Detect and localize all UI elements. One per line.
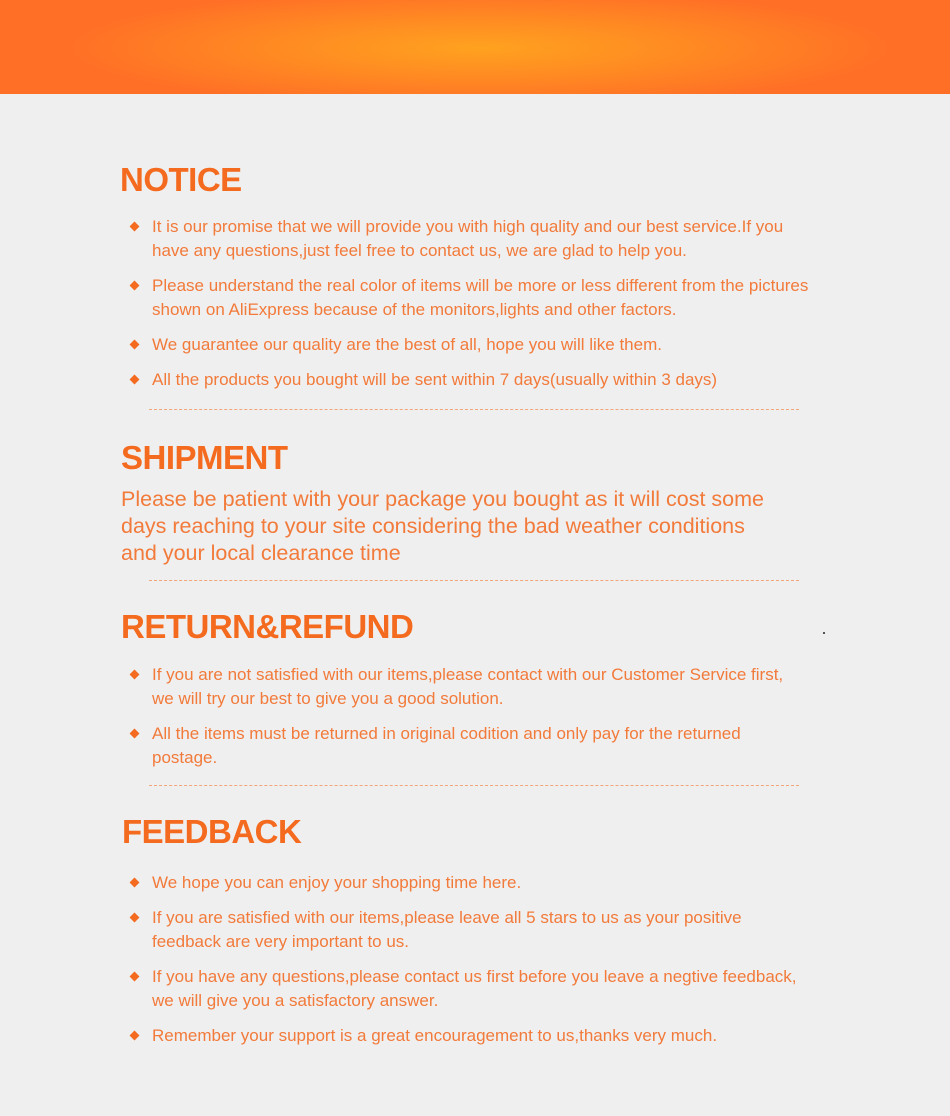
feedback-item-text: Remember your support is a great encouragement to us,thanks very much.: [152, 1026, 718, 1045]
notice-item-text: Please understand the real color of items will be more or less different from the pictures shown on AliExpress because of the monitors,lights and other factors.: [152, 276, 809, 319]
diamond-bullet-icon: [130, 670, 140, 680]
list-item: [129, 663, 809, 711]
list-item: [129, 215, 809, 263]
list-item: [129, 1024, 809, 1048]
top-banner: [0, 0, 950, 94]
list-item: [129, 274, 809, 322]
diamond-bullet-icon: [130, 281, 140, 291]
section-divider: [149, 580, 799, 581]
list-item: [129, 368, 809, 392]
feedback-item-text: We hope you can enjoy your shopping time here.: [152, 873, 522, 892]
diamond-bullet-icon: [130, 729, 140, 739]
list-item: [129, 965, 809, 1013]
list-item: [129, 333, 809, 357]
diamond-bullet-icon: [130, 340, 140, 350]
diamond-bullet-icon: [130, 972, 140, 982]
diamond-bullet-icon: [130, 1031, 140, 1041]
return-refund-title: RETURN&REFUND: [121, 608, 414, 645]
notice-title: NOTICE: [120, 161, 242, 198]
diamond-bullet-icon: [130, 878, 140, 888]
diamond-bullet-icon: [130, 222, 140, 232]
feedback-title: FEEDBACK: [122, 813, 302, 850]
section-divider: [149, 785, 799, 786]
diamond-bullet-icon: [130, 375, 140, 385]
section-divider: [149, 409, 799, 410]
shipment-text: Please be patient with your package you bought as it will cost some days reaching to your site considering the bad weather conditions and your local clearance time: [121, 487, 764, 565]
notice-list: [129, 215, 809, 403]
list-item: [129, 871, 809, 895]
feedback-list: [129, 871, 809, 1059]
notice-item-text: It is our promise that we will provide you with high quality and our best service.If you have any questions,just feel free to contact us, we are glad to help you.: [152, 217, 784, 260]
return-refund-list: [129, 663, 809, 781]
return-refund-item-text: All the items must be returned in original codition and only pay for the returned postage.: [152, 724, 741, 767]
diamond-bullet-icon: [130, 913, 140, 923]
notice-item-text: All the products you bought will be sent within 7 days(usually within 3 days): [152, 370, 718, 389]
notice-item-text: We guarantee our quality are the best of all, hope you will like them.: [152, 335, 662, 354]
shipment-title: SHIPMENT: [121, 439, 288, 476]
feedback-item-text: If you have any questions,please contact us first before you leave a negtive feedback, we will give you a satisfactory answer.: [152, 967, 797, 1010]
return-refund-item-text: If you are not satisfied with our items,please contact with our Customer Service first, we will try our best to give you a good solution.: [152, 665, 784, 708]
stray-dot: [823, 632, 825, 634]
list-item: [129, 906, 809, 954]
list-item: [129, 722, 809, 770]
feedback-item-text: If you are satisfied with our items,please leave all 5 stars to us as your positive feedback are very important to us.: [152, 908, 742, 951]
